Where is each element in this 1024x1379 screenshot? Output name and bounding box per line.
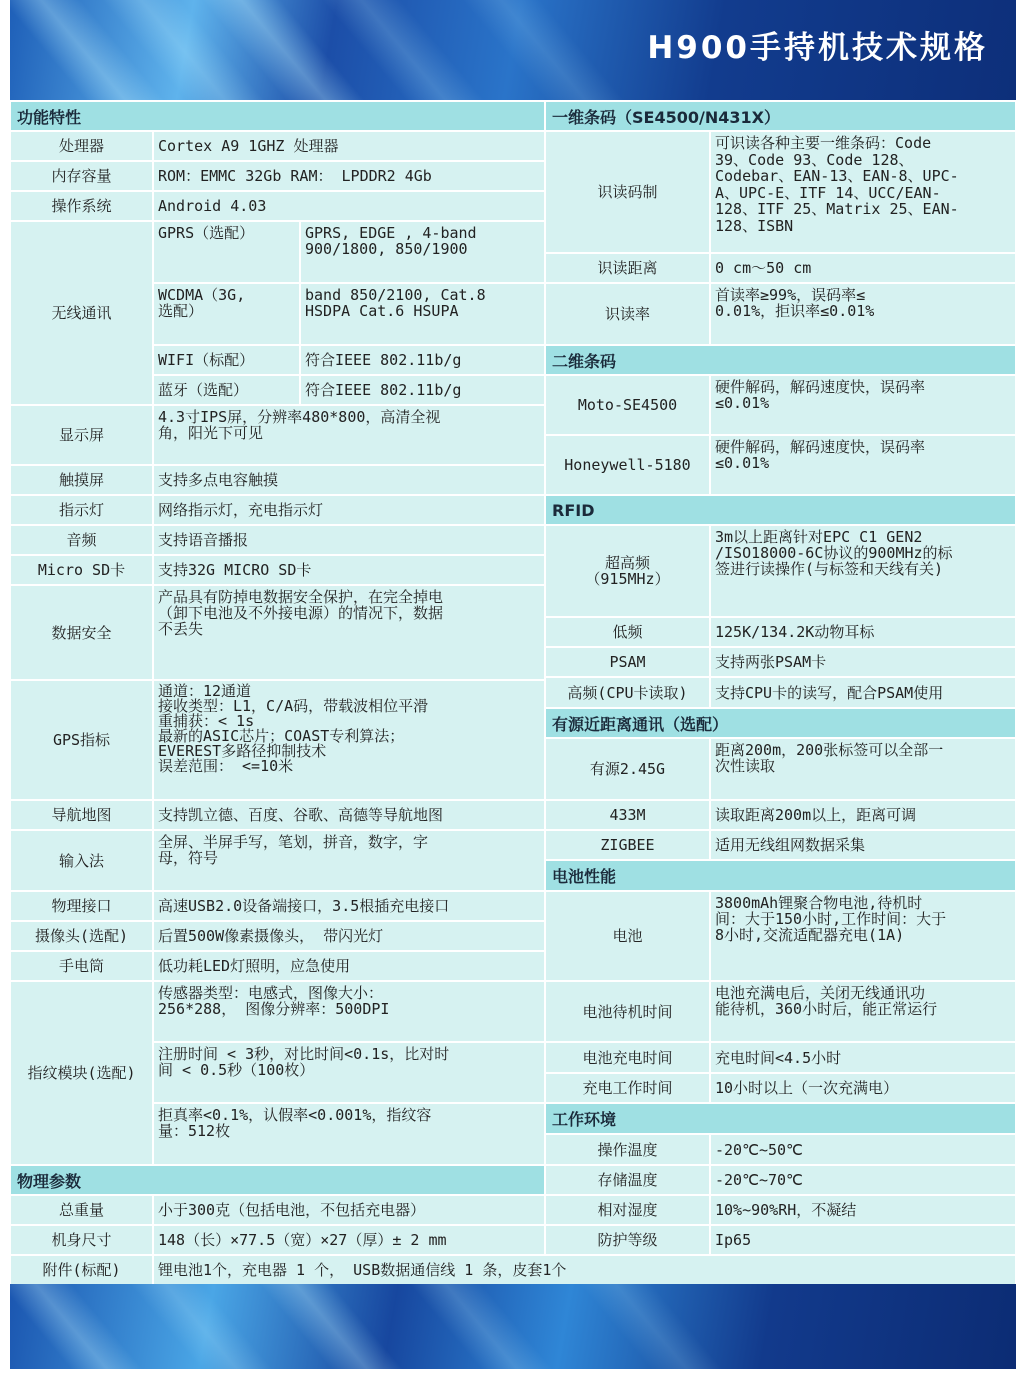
barcode1d-header: 一维条码（SE4500/N431X） [545,101,1016,131]
os-value: Android 4.03 [153,191,545,221]
distance-value: 0 cm～50 cm [710,253,1016,283]
charge-label: 电池充电时间 [545,1042,710,1073]
worktime-label: 充电工作时间 [545,1073,710,1103]
bt-name: 蓝牙（选配） [153,375,300,405]
psam-value: 支持两张PSAM卡 [710,647,1016,677]
memory-value: ROM：EMMC 32Gb RAM： LPDDR2 4Gb [153,161,545,191]
display-value: 4.3寸IPS屏，分辨率480*800，高清全视 角，阳光下可见 [153,405,545,465]
accessories-value: 锂电池1个，充电器 1 个， USB数据通信线 1 条，皮套1个 [153,1255,1016,1285]
zigbee-value: 适用无线组网数据采集 [710,830,1016,860]
battery-header: 电池性能 [545,860,1016,891]
active24-value: 距离200m，200张标签可以全部一 次性读取 [710,738,1016,800]
port-label: 物理接口 [10,891,153,921]
optemp-label: 操作温度 [545,1134,710,1165]
zigbee-label: ZIGBEE [545,830,710,860]
weight-value: 小于300克（包括电池，不包括充电器） [153,1195,545,1225]
humidity-value: 10%~90%RH，不凝结 [710,1195,1016,1225]
camera-label: 摄像头(选配) [10,921,153,951]
features-header: 功能特性 [10,101,545,131]
hf-value: 支持CPU卡的读写，配合PSAM使用 [710,677,1016,708]
barcode2d-header: 二维条码 [545,345,1016,375]
wcdma-value: band 850/2100, Cat.8 HSDPA Cat.6 HSUPA [300,283,545,345]
wcdma-name: WCDMA（3G, 选配） [153,283,300,345]
m433-value: 读取距离200m以上，距离可调 [710,800,1016,830]
indicator-label: 指示灯 [10,495,153,525]
moto-value: 硬件解码，解码速度快，误码率 ≤0.01% [710,375,1016,435]
standby-label: 电池待机时间 [545,981,710,1042]
size-value: 148（长）×77.5（宽）×27（厚）± 2 mm [153,1225,545,1255]
rate-value: 首读率≥99%，误码率≤ 0.01%，拒识率≤0.01% [710,283,1016,345]
footer-banner [10,1284,1016,1369]
symbology-value: 可识读各种主要一维条码：Code 39、Code 93、Code 128、 Codebar、EAN-13、EAN-8、UPC- A、UPC-E、ITF 14、UCC/EAN- 128、ITF 25、Matrix 25、EAN- 128、ISBN [710,131,1016,253]
honeywell-value: 硬件解码，解码速度快，误码率 ≤0.01% [710,435,1016,495]
physical-header: 物理参数 [10,1165,545,1195]
gprs-name: GPRS（选配） [153,221,300,283]
wireless-label: 无线通讯 [10,221,153,405]
lf-label: 低频 [545,617,710,647]
nav-value: 支持凯立德、百度、谷歌、高德等导航地图 [153,800,545,830]
touch-label: 触摸屏 [10,465,153,495]
fingerprint-timing: 注册时间 < 3秒，对比时间<0.1s，比对时 间 < 0.5秒（100枚） [153,1042,545,1103]
nav-label: 导航地图 [10,800,153,830]
lf-value: 125K/134.2K动物耳标 [710,617,1016,647]
hf-label: 高频(CPU卡读取) [545,677,710,708]
input-label: 输入法 [10,830,153,891]
fingerprint-label: 指纹模块(选配) [10,981,153,1165]
fingerprint-sensor: 传感器类型：电感式，图像大小： 256*288， 图像分辨率：500DPI [153,981,545,1042]
sd-value: 支持32G MICRO SD卡 [153,555,545,585]
active-header: 有源近距离通讯（选配） [545,708,1016,738]
port-value: 高速USB2.0设备端接口，3.5根插充电接口 [153,891,545,921]
env-header: 工作环境 [545,1103,1016,1134]
battery-value: 3800mAh锂聚合物电池,待机时 间：大于150小时,工作时间：大于 8小时,交流适配器充电(1A) [710,891,1016,981]
wifi-value: 符合IEEE 802.11b/g [300,345,545,375]
cpu-label: 处理器 [10,131,153,161]
gprs-value: GPRS, EDGE , 4-band 900/1800, 850/1900 [300,221,545,283]
symbology-label: 识读码制 [545,131,710,253]
security-value: 产品具有防掉电数据安全保护，在完全掉电 （卸下电池及不外接电源）的情况下，数据 不丢失 [153,585,545,680]
memory-label: 内存容量 [10,161,153,191]
cpu-value: Cortex A9 1GHZ 处理器 [153,131,545,161]
gps-value: 通道：12通道 接收类型：L1，C/A码，带载波相位平滑 重捕获：< 1s 最新的ASIC芯片；COAST专利算法； EVEREST多路径抑制技术 误差范围： <=10米 [153,680,545,800]
ip-label: 防护等级 [545,1225,710,1255]
psam-label: PSAM [545,647,710,677]
sttemp-value: -20℃~70℃ [710,1165,1016,1195]
security-label: 数据安全 [10,585,153,680]
ip-value: Ip65 [710,1225,1016,1255]
audio-value: 支持语音播报 [153,525,545,555]
optemp-value: -20℃~50℃ [710,1134,1016,1165]
rate-label: 识读率 [545,283,710,345]
humidity-label: 相对湿度 [545,1195,710,1225]
rfid-header: RFID [545,495,1016,525]
distance-label: 识读距离 [545,253,710,283]
worktime-value: 10小时以上（一次充满电） [710,1073,1016,1103]
uhf-label: 超高频 （915MHz） [545,525,710,617]
display-label: 显示屏 [10,405,153,465]
touch-value: 支持多点电容触摸 [153,465,545,495]
camera-value: 后置500W像素摄像头， 带闪光灯 [153,921,545,951]
standby-value: 电池充满电后，关闭无线通讯功 能待机，360小时后，能正常运行 [710,981,1016,1042]
honeywell-label: Honeywell-5180 [545,435,710,495]
wifi-name: WIFI（标配） [153,345,300,375]
flashlight-value: 低功耗LED灯照明，应急使用 [153,951,545,981]
input-value: 全屏、半屏手写，笔划，拼音，数字，字 母，符号 [153,830,545,891]
sttemp-label: 存储温度 [545,1165,710,1195]
active24-label: 有源2.45G [545,738,710,800]
fingerprint-accuracy: 拒真率<0.1%，认假率<0.001%，指纹容 量：512枚 [153,1103,545,1165]
os-label: 操作系统 [10,191,153,221]
gps-label: GPS指标 [10,680,153,800]
audio-label: 音频 [10,525,153,555]
page-title: H900手持机技术规格 [647,30,988,66]
charge-value: 充电时间<4.5小时 [710,1042,1016,1073]
weight-label: 总重量 [10,1195,153,1225]
bt-value: 符合IEEE 802.11b/g [300,375,545,405]
accessories-label: 附件(标配) [10,1255,153,1285]
m433-label: 433M [545,800,710,830]
flashlight-label: 手电筒 [10,951,153,981]
battery-label: 电池 [545,891,710,981]
uhf-value: 3m以上距离针对EPC C1 GEN2 /ISO18000-6C协议的900MHz的标 签进行读操作(与标签和天线有关) [710,525,1016,617]
sd-label: Micro SD卡 [10,555,153,585]
indicator-value: 网络指示灯，充电指示灯 [153,495,545,525]
size-label: 机身尺寸 [10,1225,153,1255]
header-banner [10,0,1016,100]
moto-label: Moto-SE4500 [545,375,710,435]
